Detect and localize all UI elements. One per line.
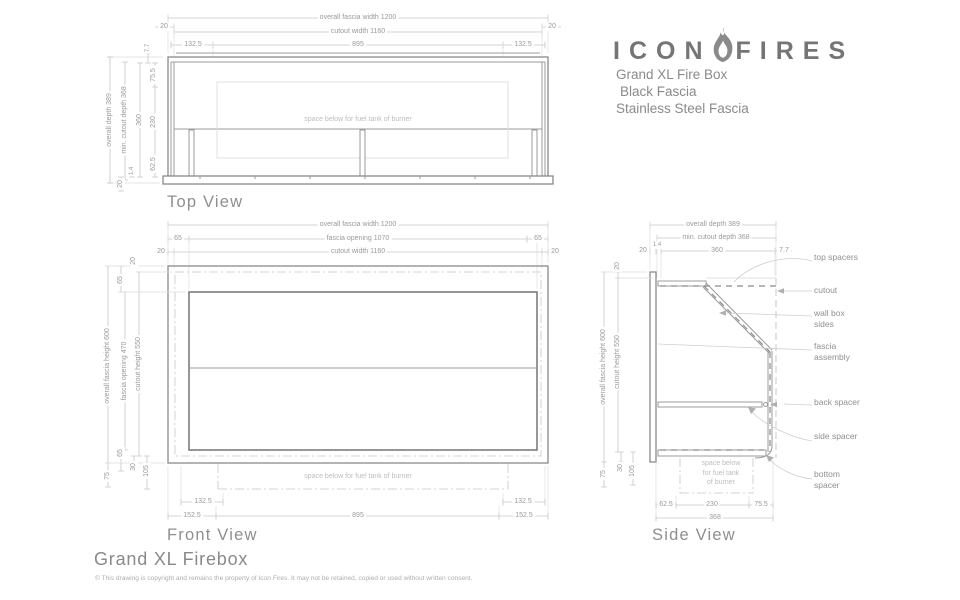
copyright-notice: © This drawing is copyright and remains the property of Icon Fires. It may not be retained, copied or used without written consent. xyxy=(95,575,473,582)
fv-dim-top-edge: 20 xyxy=(130,257,137,265)
fv-dim-cutout-width: cutout width 1160 xyxy=(330,248,386,255)
fv-dim-overall-height: overall fascia height 600 xyxy=(104,328,111,404)
sv-callout-side-spacer: side spacer xyxy=(814,431,858,441)
sv-dim-overall-depth: overall depth 389 xyxy=(686,221,740,228)
tv-dim-seg-left: 132.5 xyxy=(184,41,202,48)
sv-dim-overall-height: overall fascia height 600 xyxy=(600,329,607,405)
sv-dim-wall-20: 20 xyxy=(639,247,647,254)
brand-word-fires: FIRES xyxy=(735,37,855,65)
tv-dim-overall-depth: overall depth 389 xyxy=(106,93,113,147)
fv-dim-foot-right: 152.5 xyxy=(515,512,533,519)
fv-dim-bottom-75: 75 xyxy=(104,472,111,480)
sv-dim-cutout-height: cutout height 550 xyxy=(614,335,621,389)
sv-dim-base-368: 368 xyxy=(709,514,721,521)
sv-dim-lip-77: 7.7 xyxy=(779,247,789,254)
sv-fuel-space-note xyxy=(682,459,760,488)
fv-dim-side-right: 65 xyxy=(534,235,542,242)
side-view-title: Side View xyxy=(652,526,736,544)
product-description xyxy=(616,66,749,117)
sheet-title: Grand XL Firebox xyxy=(94,549,249,569)
tv-dim-back-gap: 1.4 xyxy=(129,166,135,176)
sv-dim-base-755: 75.5 xyxy=(754,501,768,508)
top-view-title: Top View xyxy=(167,193,244,211)
sv-callout-fascia-assembly: fascia assembly xyxy=(814,341,850,362)
top-view-lines xyxy=(107,15,561,192)
fv-dim-base-right: 132.5 xyxy=(514,498,532,505)
sv-dim-bottom-30: 30 xyxy=(617,464,624,472)
tv-dim-seg-mid: 895 xyxy=(352,41,364,48)
tv-dim-min-cutout-depth: min. cutout depth 368 xyxy=(121,86,128,154)
tv-dim-seg-right: 132.5 xyxy=(514,41,532,48)
tv-dim-front-lip: 7.7 xyxy=(145,43,151,53)
tv-dim-depth-mid: 230 xyxy=(150,116,157,128)
tv-dim-inner-depth: 360 xyxy=(136,114,143,126)
fv-dim-fascia-opening-w: fascia opening 1070 xyxy=(326,235,390,242)
tv-dim-back-wall: 20 xyxy=(117,180,124,188)
sv-fuel-space-note-line3: of burner xyxy=(706,479,736,486)
fv-dim-foot-mid: 895 xyxy=(352,512,364,519)
tv-dim-cutout-width: cutout width 1160 xyxy=(330,28,386,35)
sv-dim-top-edge: 20 xyxy=(614,262,621,270)
sv-callout-top-spacers: top spacers xyxy=(814,252,858,262)
tv-dim-depth-top: 75.5 xyxy=(150,68,157,82)
product-line-1: Grand XL Fire Box xyxy=(616,67,728,82)
sv-callout-back-spacer: back spacer xyxy=(814,397,860,407)
tv-dim-edge-right: 20 xyxy=(548,23,556,30)
fv-dim-base-left: 132.5 xyxy=(194,498,212,505)
fv-dim-foot-left: 152.5 xyxy=(183,512,201,519)
brand-word-icon: ICON xyxy=(613,37,712,65)
tv-dim-overall-width: overall fascia width 1200 xyxy=(319,14,397,21)
fv-dim-side-left: 65 xyxy=(174,235,182,242)
sv-callout-wall-box-sides: wall box sides xyxy=(814,308,845,329)
product-line-3: Stainless Steel Fascia xyxy=(616,101,749,116)
fv-dim-bottom-30: 30 xyxy=(130,463,137,471)
product-line-2: Black Fascia xyxy=(620,84,697,99)
sv-dim-bottom-105: 105 xyxy=(629,465,636,477)
sv-dim-inner-360: 360 xyxy=(711,247,723,254)
fv-dim-bottom-margin: 65 xyxy=(117,449,124,457)
sv-dim-base-230: 230 xyxy=(706,501,718,508)
fv-fuel-space-note: space below for fuel tank of burner xyxy=(304,473,412,480)
sv-dim-gap-14: 1.4 xyxy=(652,242,662,248)
fv-dim-overall-width: overall fascia width 1200 xyxy=(319,221,397,228)
fv-dim-edge-right: 20 xyxy=(551,248,559,255)
sv-callout-bottom-spacer: bottom spacer xyxy=(814,469,840,490)
fv-dim-cutout-height: cutout height 550 xyxy=(135,337,142,391)
sv-fuel-space-note-line1: space below xyxy=(701,460,741,467)
fv-dim-edge-left: 20 xyxy=(157,248,165,255)
front-view-title: Front View xyxy=(167,526,258,544)
sv-callout-cutout: cutout xyxy=(814,285,838,295)
tv-fuel-space-note: space below for fuel tank of burner xyxy=(304,116,412,123)
sv-dim-bottom-75: 75 xyxy=(600,470,607,478)
sv-dim-base-625: 62.5 xyxy=(659,501,673,508)
tv-dim-edge-left: 20 xyxy=(160,23,168,30)
sv-dim-min-cutout-depth: min. cutout depth 368 xyxy=(682,234,750,241)
fv-dim-fascia-opening-h: fascia opening 470 xyxy=(121,341,128,401)
tv-dim-depth-bottom: 62.5 xyxy=(150,157,157,171)
fv-dim-bottom-105: 105 xyxy=(143,465,150,477)
fv-dim-top-margin: 65 xyxy=(117,276,124,284)
sv-fuel-space-note-line2: for fuel tank xyxy=(702,469,740,477)
